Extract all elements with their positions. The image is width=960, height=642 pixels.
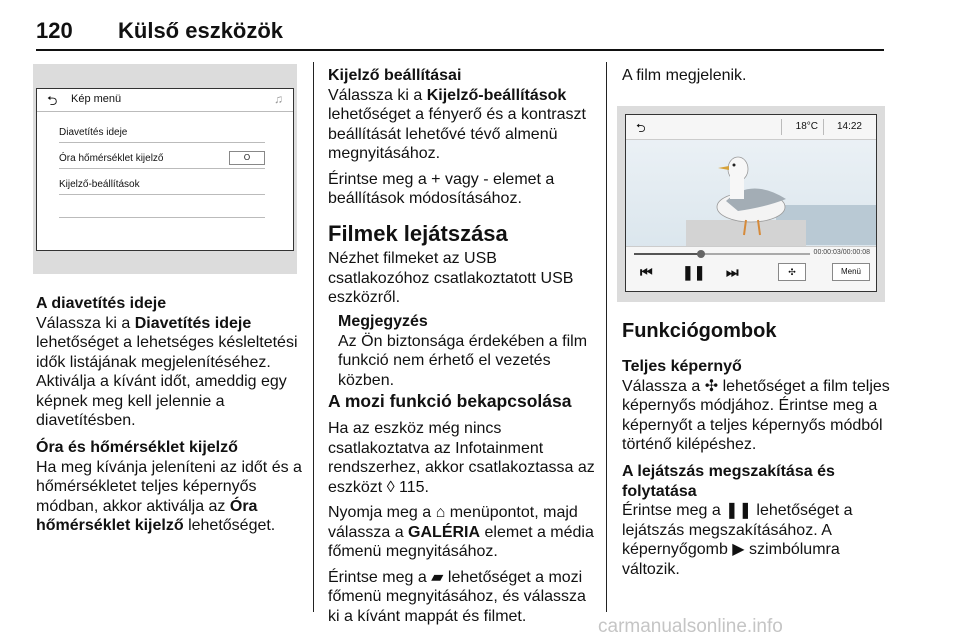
play-movies-intro: Nézhet filmeket az USB csatlakozóhoz csatlakoztatott USB eszközről.	[328, 250, 574, 306]
section-paragraph: Nyomja meg a ⌂ menüpontot, majd válassza a GALÉRIA elemet a média főmenü megnyitásához.	[328, 504, 594, 560]
menu-item-label: Diavetítés ideje	[59, 127, 128, 138]
section-heading: Óra és hőmérséklet kijelző	[36, 439, 238, 456]
player-controls	[626, 246, 876, 291]
next-icon[interactable]: ⏭	[726, 264, 739, 280]
timecode: 00:00:03/00:00:08	[813, 249, 870, 256]
section-heading: A diavetítés ideje	[36, 295, 167, 312]
fullscreen-icon[interactable]: ✣	[778, 263, 806, 281]
header-rule	[36, 49, 884, 51]
section-paragraph: Érintse meg a ❚❚ lehetőséget a lejátszás megszakításához. A képernyőgomb ▶ szimbólumra változik.	[622, 502, 853, 578]
section-paragraph: Ha az eszköz még nincs csatlakoztatva az Infotainment rendszerhez, akkor csatlakoztassa az eszközt ◊ 115.	[328, 420, 595, 496]
menu-item-label: Óra hőmérséklet kijelző	[59, 153, 164, 164]
picture-menu-header	[37, 89, 293, 112]
chapter-title: Külső eszközök	[118, 18, 284, 43]
progress-track[interactable]	[634, 253, 810, 255]
progress-fill	[634, 253, 701, 255]
note-box	[338, 312, 600, 390]
menu-item-label: Kijelző-beállítások	[59, 179, 140, 190]
section-paragraph: Válassza ki a Kijelző-beállítások lehetőséget a fényerő és a kontraszt beállítását lehetővé tévő almenü megnyitásához.	[328, 86, 586, 162]
heading-play-movies: Filmek lejátszása	[328, 221, 508, 246]
section-heading: A lejátszás megszakítása és folytatása	[622, 463, 835, 500]
menu-item-display-settings[interactable]	[59, 179, 265, 195]
heading-movie-activation: A mozi funkció bekapcsolása	[328, 391, 572, 411]
temperature-readout: 18°C	[795, 121, 818, 132]
status-separator	[781, 119, 782, 135]
menu-item-clock-temperature[interactable]	[59, 153, 265, 169]
movie-activation-text	[328, 419, 598, 626]
note-label: Megjegyzés	[338, 313, 428, 330]
column-divider-1	[313, 62, 314, 612]
menu-divider	[59, 213, 265, 218]
clock-temperature-toggle[interactable]: O	[229, 151, 265, 165]
section-paragraph: Válassza ki a Diavetítés ideje lehetőséget a lehetséges késleltetési idők listájának megjelenítéséhez. Aktiválja a kívánt időt, ameddig egy képnek meg kell jelennie a diavetítésben.	[36, 314, 298, 429]
music-note-icon[interactable]: ♫	[274, 92, 283, 106]
section-paragraph: Érintse meg a + vagy - elemet a beállítások módosításához.	[328, 170, 555, 207]
previous-icon[interactable]: ⏮	[640, 264, 653, 280]
watermark: carmanualsonline.info	[598, 616, 783, 637]
column-divider-2	[606, 62, 607, 612]
pause-icon[interactable]: ❚❚	[682, 264, 706, 280]
movie-player-panel	[625, 114, 877, 292]
clock-readout: 14:22	[836, 121, 862, 132]
play-icon: ▶	[732, 541, 745, 558]
section-paragraph: Válassza a ✣ lehetőséget a film teljes képernyős módjához. Érintse meg a képernyőt a teljes képernyős módból történő kilépéshez.	[622, 377, 890, 453]
section-clock-temperature	[36, 438, 306, 536]
fullscreen-icon: ✣	[704, 377, 719, 395]
menu-button[interactable]: Menü	[832, 263, 870, 281]
progress-knob[interactable]	[697, 250, 705, 258]
heading-function-buttons: Funkciógombok	[622, 320, 777, 342]
page-number: 120	[36, 18, 73, 43]
menu-item-slideshow-time[interactable]	[59, 127, 265, 143]
section-heading: Kijelző beállításai	[328, 67, 462, 84]
note-text: Az Ön biztonsága érdekében a film funkció nem érhető el vezetés közben.	[338, 332, 588, 389]
home-icon: ⌂	[435, 504, 446, 521]
section-paragraph: Érintse meg a ▰ lehetőséget a mozi főmenü megnyitásához, és válassza ki a kívánt mappát és filmet.	[328, 568, 586, 625]
picture-menu-screenshot	[33, 64, 297, 274]
movie-playback-screenshot	[617, 106, 885, 302]
section-pause-resume	[622, 462, 890, 579]
picture-menu-title: Kép menü	[71, 93, 122, 105]
back-arrow-icon[interactable]: ⮌	[636, 121, 646, 135]
section-paragraph: Ha meg kívánja jeleníteni az időt és a hőmérsékletet teljes képernyős módban, akkor aktiválja az Óra hőmérséklet kijelző lehetőséget.	[36, 458, 302, 534]
picture-menu-panel	[36, 88, 294, 251]
movie-appears-text: A film megjelenik.	[622, 67, 747, 84]
pause-icon: ❚❚	[725, 502, 752, 519]
status-separator	[823, 119, 824, 135]
section-slideshow-time	[36, 294, 306, 431]
section-fullscreen	[622, 357, 890, 455]
player-status-bar	[626, 115, 876, 140]
section-heading: Teljes képernyő	[622, 358, 742, 375]
section-display-settings	[328, 66, 598, 209]
movie-icon: ▰	[431, 568, 444, 586]
back-arrow-icon[interactable]: ⮌	[47, 93, 58, 108]
